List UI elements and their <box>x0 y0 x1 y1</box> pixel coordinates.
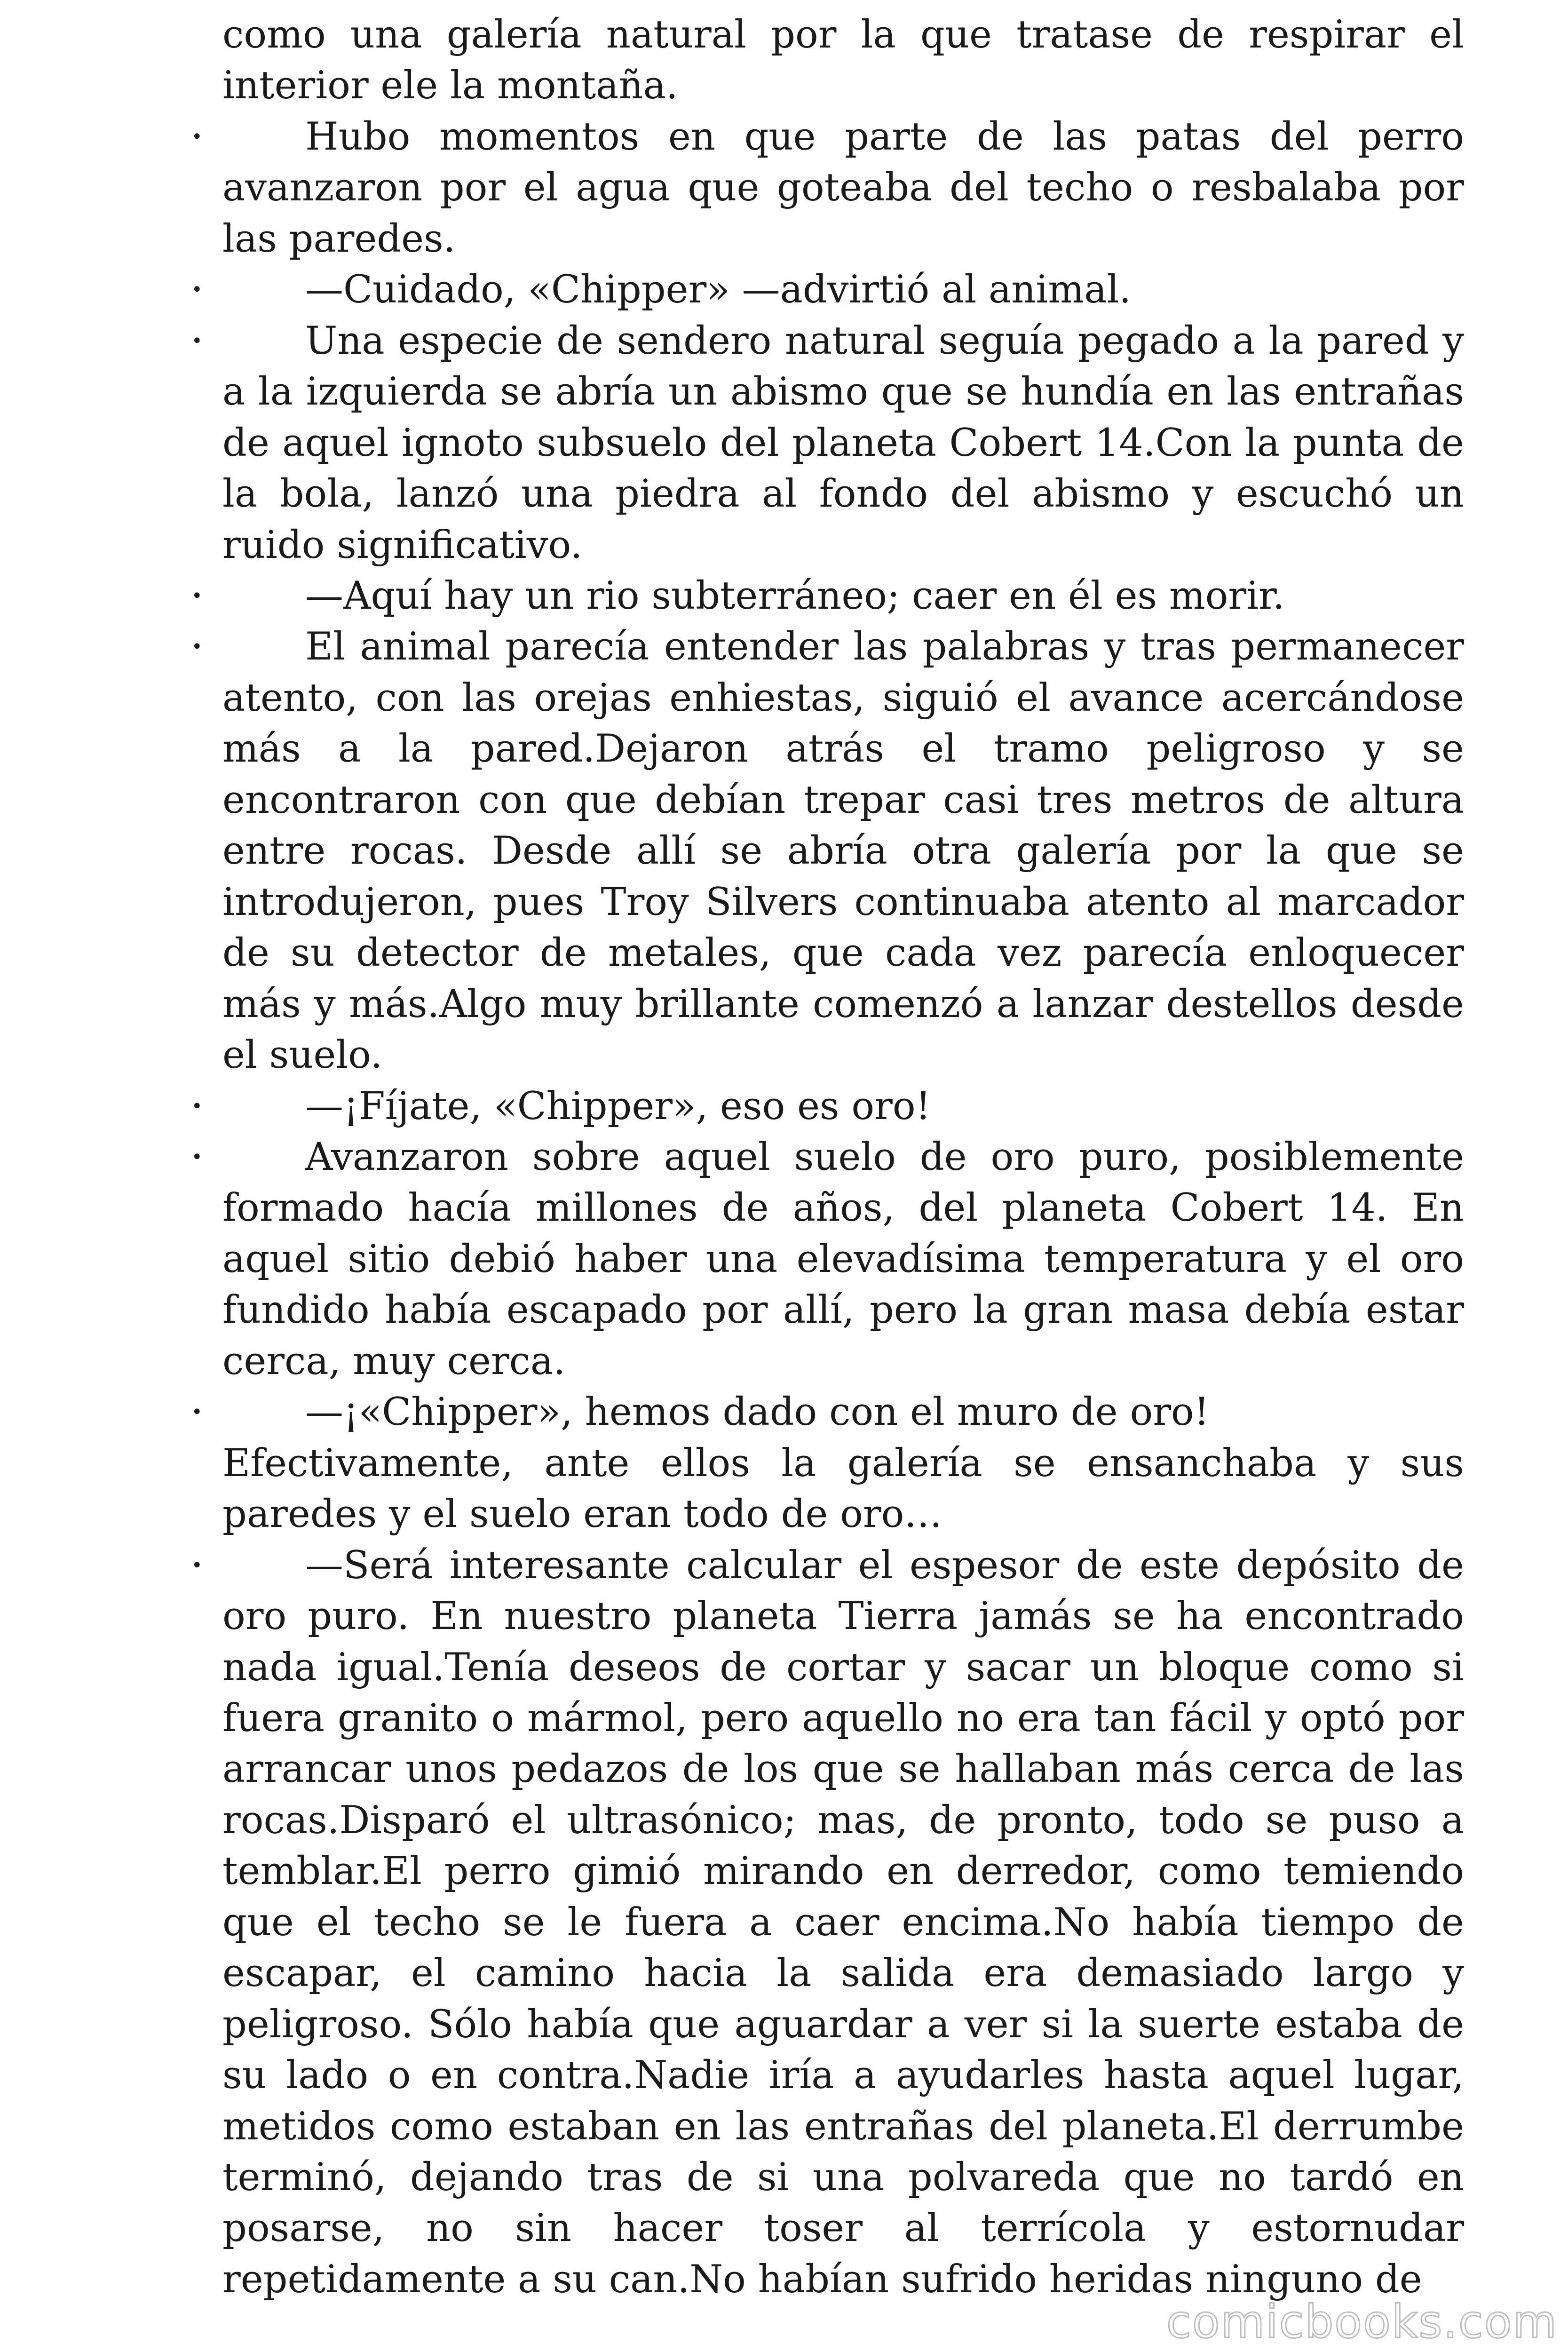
paragraph-5: • —Aquí hay un rio subterráneo; caer en él es morir. <box>222 571 1464 621</box>
paragraph-2: • Hubo momentos en que parte de las patas del perro avanzaron por el agua que goteaba del techo o resbalaba por las paredes. <box>222 111 1464 264</box>
paragraph-4: • Una especie de sendero natural seguía pegado a la pared y a la izquierda se abría un abismo que se hundía en las entrañas de aquel ignoto subsuelo del planeta Cobert 14.Con la punta de la bola, lanzó una piedra al fondo del abismo y escuchó un ruido significativo. <box>222 316 1464 571</box>
paragraph-7: • —¡Fíjate, «Chipper», eso es oro! <box>222 1081 1464 1132</box>
paragraph-9: • —¡«Chipper», hemos dado con el muro de oro! <box>222 1387 1464 1438</box>
bullet-marker: • <box>191 279 203 301</box>
paragraph-6: • El animal parecía entender las palabras y tras permanecer atento, con las orejas enhiestas, siguió el avance acercándose más a la pared.Dejaron atrás el tramo peligroso y se encontraron con que debían trepar casi tres metros de altura entre rocas. Desde allí se abría otra galería por la que se introdujeron, pues Troy Silvers continuaba atento al marcador de su detector de metales, que cada vez parecía enloquecer más y más.Algo muy brillante comenzó a lanzar destellos desde el suelo. <box>222 621 1464 1081</box>
bullet-marker: • <box>191 1146 203 1168</box>
paragraph-11: • —Será interesante calcular el espesor de este depósito de oro puro. En nuestro planeta Tierra jamás se ha encontrado nada igual.Tenía deseos de cortar y sacar un bloque como si fuera granito o mármol, pero aquello no era tan fácil y optó por arrancar unos pedazos de los que se hallaban más cerca de las rocas.Disparó el ultrasónico; mas, de pronto, todo se puso a temblar.El perro gimió mirando en derredor, como temiendo que el techo se le fuera a caer encima.No había tiempo de escapar, el camino hacia la salida era demasiado largo y peligroso. Sólo había que aguardar a ver si la suerte estaba de su lado o en contra.Nadie iría a ayudarles hasta aquel lugar, metidos como estaban en las entrañas del planeta.El derrumbe terminó, dejando tras de si una polvareda que no tardó en posarse, no sin hacer toser al terrícola y estornudar repetidamente a su can.No habían sufrido heridas ninguno de <box>222 1540 1464 2305</box>
site-watermark: comicbooks.com <box>1166 2296 1558 2348</box>
bullet-marker: • <box>191 585 203 607</box>
paragraph-8: • Avanzaron sobre aquel suelo de oro puro, posiblemente formado hacía millones de años, del planeta Cobert 14. En aquel sitio debió haber una elevadísima temperatura y el oro fundido había escapado por allí, pero la gran masa debía estar cerca, muy cerca. <box>222 1132 1464 1387</box>
bullet-marker: • <box>191 330 203 352</box>
paragraph-3: • —Cuidado, «Chipper» —advirtió al animal. <box>222 264 1464 315</box>
bullet-marker: • <box>191 1095 203 1117</box>
bullet-marker: • <box>191 126 203 148</box>
bullet-marker: • <box>191 636 203 658</box>
bullet-marker: • <box>191 1401 203 1423</box>
body-text <box>191 9 1464 2305</box>
paragraph-1: como una galería natural por la que tratase de respirar el interior ele la montaña. <box>222 13 1464 108</box>
paragraph-10: Efectivamente, ante ellos la galería se ensanchaba y sus paredes y el suelo eran todo de oro… <box>222 1441 1464 1537</box>
bullet-marker: • <box>191 1554 203 1576</box>
